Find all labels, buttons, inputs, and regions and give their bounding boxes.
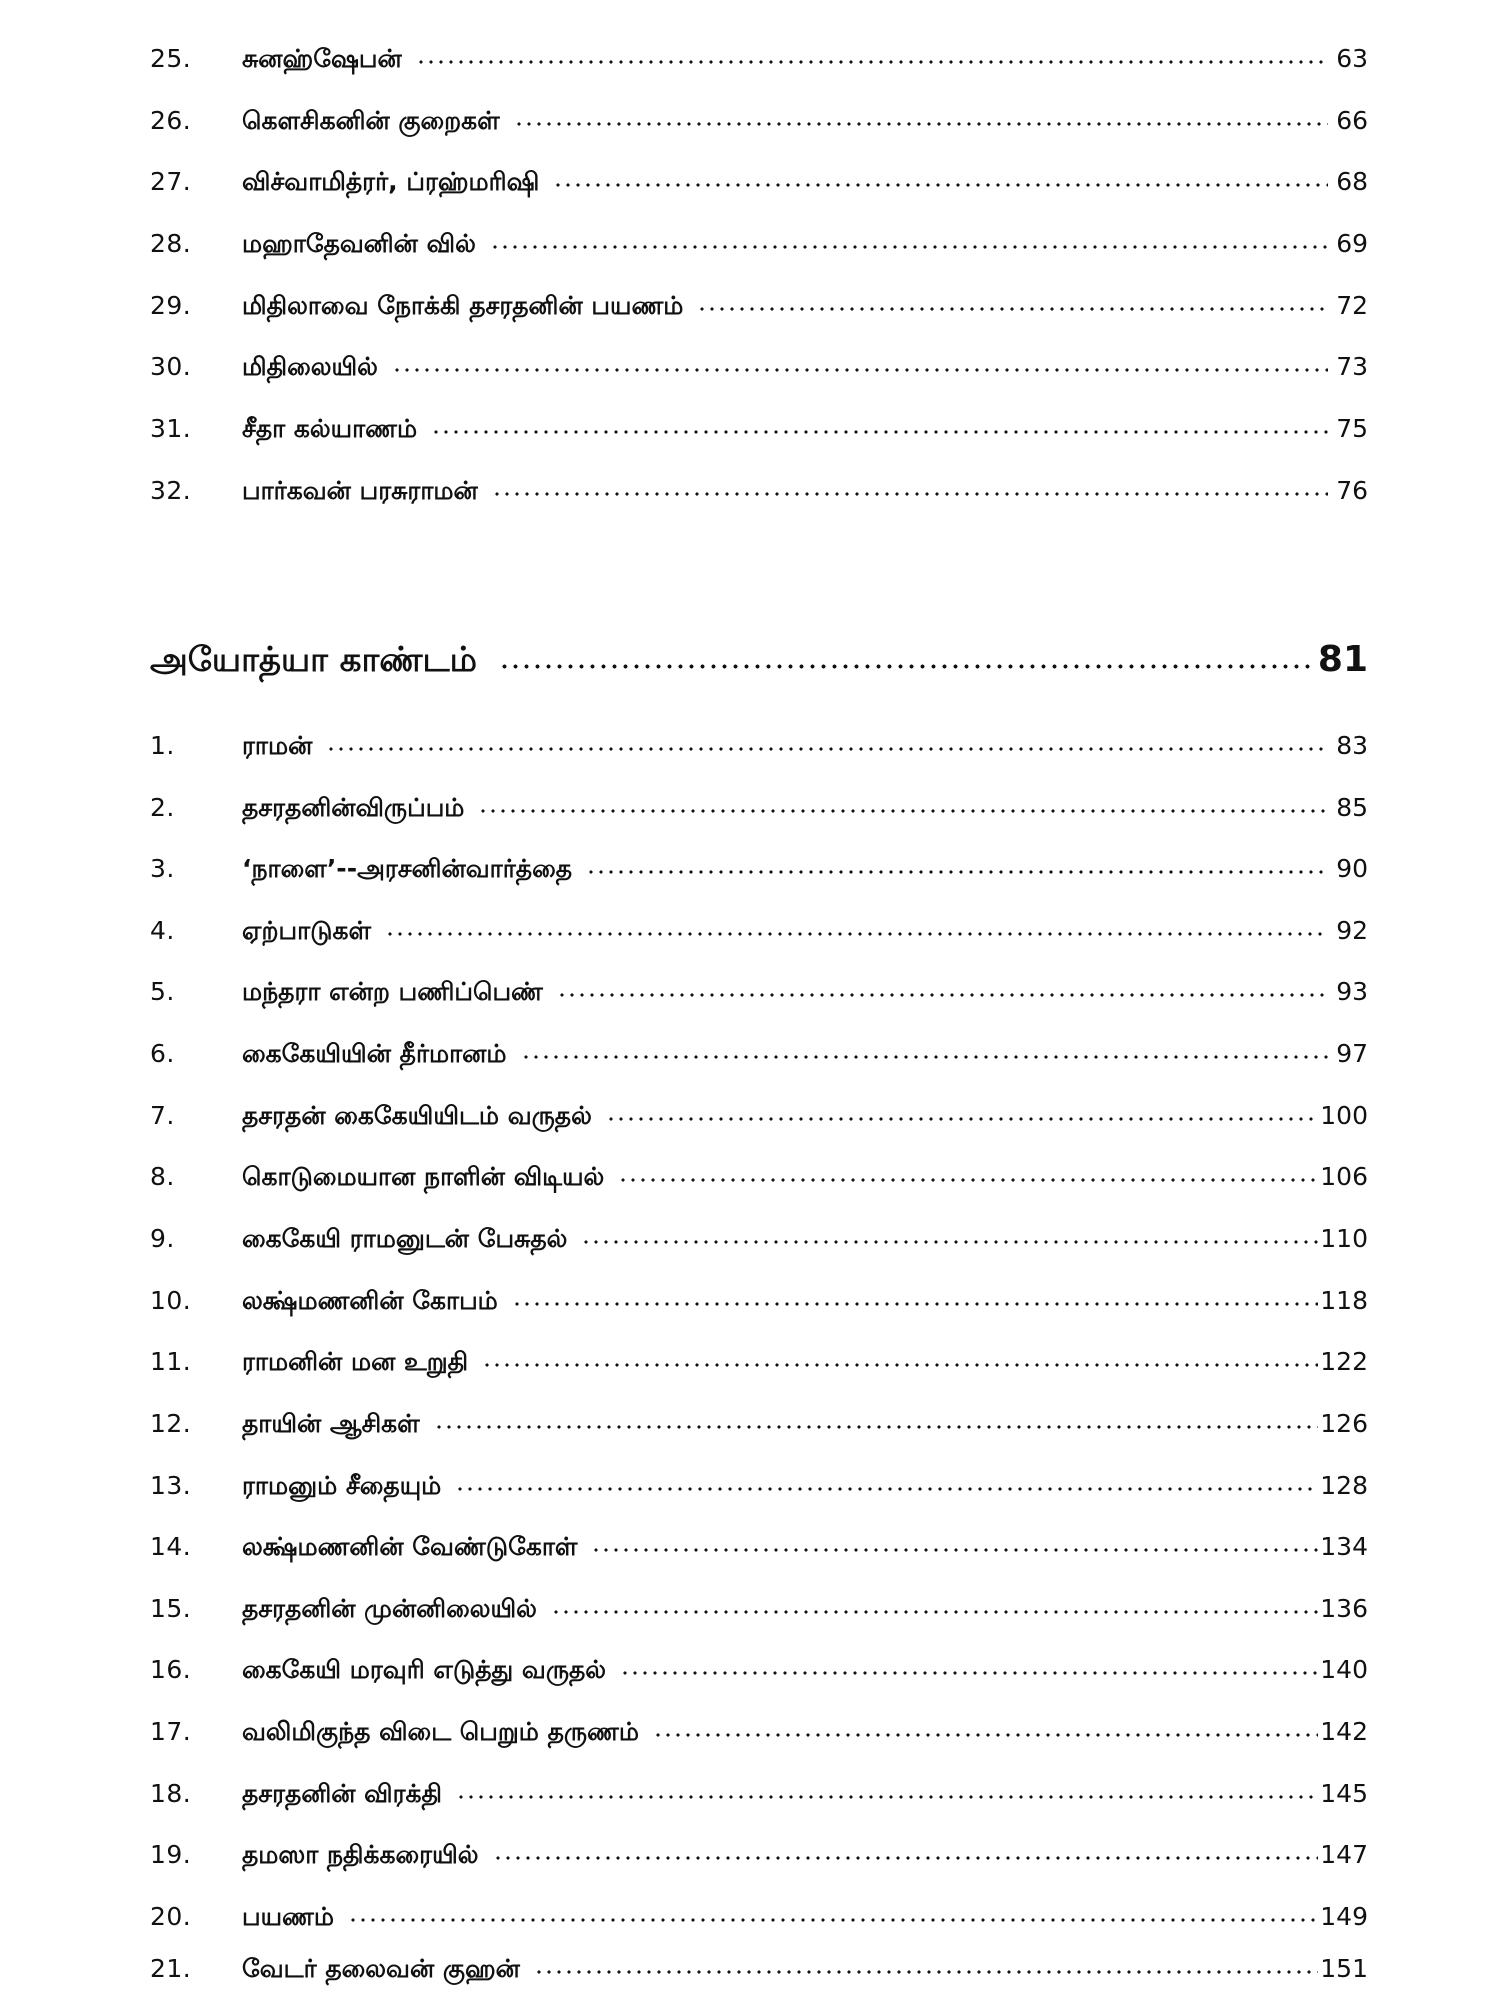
toc-row-18 xyxy=(150,1766,1368,1820)
dot-leader xyxy=(490,245,1328,249)
toc-row-number: 7. xyxy=(150,1100,175,1130)
dot-leader xyxy=(478,809,1328,813)
toc-row-page-number: 76 xyxy=(1336,475,1368,505)
toc-row-1 xyxy=(150,718,1368,772)
dot-leader xyxy=(534,1970,1318,1974)
toc-row-number: 17. xyxy=(150,1716,192,1746)
toc-row-number: 21. xyxy=(150,1953,192,1983)
toc-row-page-number: 93 xyxy=(1336,976,1368,1006)
section-heading-dot-leader xyxy=(499,664,1314,669)
toc-row-title: லக்ஷ்மணனின் கோபம் xyxy=(242,1285,498,1315)
toc-row-number: 28. xyxy=(150,228,192,258)
dot-leader xyxy=(551,1610,1318,1614)
dot-leader xyxy=(455,1487,1318,1491)
toc-row-2 xyxy=(150,780,1368,834)
toc-row-number: 19. xyxy=(150,1839,192,1869)
toc-row-number: 1. xyxy=(150,730,175,760)
toc-row-13 xyxy=(150,1458,1368,1512)
toc-row-26 xyxy=(150,93,1368,147)
toc-row-number: 29. xyxy=(150,290,192,320)
toc-row-page-number: 97 xyxy=(1336,1038,1368,1068)
dot-leader xyxy=(553,183,1328,187)
toc-row-title: ராமன் xyxy=(242,730,313,760)
dot-leader xyxy=(392,368,1328,372)
toc-row-page-number: 140 xyxy=(1320,1654,1368,1684)
dot-leader xyxy=(557,993,1328,997)
toc-row-number: 4. xyxy=(150,915,175,945)
dot-leader xyxy=(416,60,1328,64)
toc-row-title: லக்ஷ்மணனின் வேண்டுகோள் xyxy=(242,1531,578,1561)
toc-row-title: கொடுமையான நாளின் விடியல் xyxy=(242,1161,605,1191)
toc-row-number: 30. xyxy=(150,351,192,381)
toc-row-title: தசரதன் கைகேயியிடம் வருதல் xyxy=(242,1100,592,1130)
toc-row-number: 2. xyxy=(150,792,175,822)
toc-row-number: 11. xyxy=(150,1346,192,1376)
toc-row-page-number: 83 xyxy=(1336,730,1368,760)
toc-row-page-number: 63 xyxy=(1336,43,1368,73)
toc-row-20 xyxy=(150,1889,1368,1943)
toc-row-title: தமஸா நதிக்கரையில் xyxy=(242,1839,479,1869)
dot-leader xyxy=(385,932,1328,936)
toc-row-number: 32. xyxy=(150,475,192,505)
toc-row-15 xyxy=(150,1581,1368,1635)
toc-row-number: 16. xyxy=(150,1654,192,1684)
toc-row-page-number: 128 xyxy=(1320,1470,1368,1500)
toc-row-title: வலிமிகுந்த விடை பெறும் தருணம் xyxy=(242,1716,639,1746)
toc-row-title: தாயின் ஆசிகள் xyxy=(242,1408,420,1438)
toc-row-title: மிதிலாவை நோக்கி தசரதனின் பயணம் xyxy=(242,290,684,320)
toc-row-page-number: 106 xyxy=(1320,1161,1368,1191)
dot-leader xyxy=(512,1302,1318,1306)
toc-row-page-number: 122 xyxy=(1320,1346,1368,1376)
toc-row-number: 25. xyxy=(150,43,192,73)
toc-row-32 xyxy=(150,463,1368,517)
dot-leader xyxy=(591,1548,1318,1552)
toc-row-number: 15. xyxy=(150,1593,192,1623)
toc-row-6 xyxy=(150,1026,1368,1080)
toc-row-page-number: 72 xyxy=(1336,290,1368,320)
toc-row-title: கைகேயி ராமனுடன் பேசுதல் xyxy=(242,1223,568,1253)
dot-leader xyxy=(431,430,1328,434)
toc-row-8 xyxy=(150,1149,1368,1203)
toc-row-title: ‘நாளை’--அரசனின்வார்த்தை xyxy=(242,853,573,883)
toc-row-title: தசரதனின் முன்னிலையில் xyxy=(242,1593,537,1623)
toc-row-number: 27. xyxy=(150,166,192,196)
dot-leader xyxy=(618,1178,1318,1182)
toc-row-page-number: 151 xyxy=(1320,1953,1368,1983)
toc-row-title: ராமனும் சீதையும் xyxy=(242,1470,442,1500)
toc-row-number: 26. xyxy=(150,105,192,135)
toc-row-page-number: 136 xyxy=(1320,1593,1368,1623)
toc-row-number: 13. xyxy=(150,1470,192,1500)
dot-leader xyxy=(581,1240,1318,1244)
toc-row-page-number: 69 xyxy=(1336,228,1368,258)
toc-row-page-number: 92 xyxy=(1336,915,1368,945)
dot-leader xyxy=(521,1055,1328,1059)
dot-leader xyxy=(434,1425,1319,1429)
toc-row-page-number: 142 xyxy=(1320,1716,1368,1746)
dot-leader xyxy=(326,747,1328,751)
toc-row-number: 10. xyxy=(150,1285,192,1315)
toc-row-28 xyxy=(150,216,1368,270)
toc-row-title: கைகேயியின் தீர்மானம் xyxy=(242,1038,507,1068)
toc-row-21 xyxy=(150,1941,1368,1995)
toc-row-11 xyxy=(150,1334,1368,1388)
toc-row-title: ஏற்பாடுகள் xyxy=(242,915,372,945)
dot-leader xyxy=(348,1918,1318,1922)
toc-row-title: சுனஹ்ஷேபன் xyxy=(242,43,402,73)
toc-row-title: சீதா கல்யாணம் xyxy=(242,413,418,443)
toc-row-page-number: 73 xyxy=(1336,351,1368,381)
toc-row-page-number: 66 xyxy=(1336,105,1368,135)
toc-row-16 xyxy=(150,1642,1368,1696)
toc-row-page-number: 90 xyxy=(1336,853,1368,883)
toc-row-17 xyxy=(150,1704,1368,1758)
toc-row-page-number: 100 xyxy=(1320,1100,1368,1130)
toc-row-14 xyxy=(150,1519,1368,1573)
toc-row-title: தசரதனின்விருப்பம் xyxy=(242,792,465,822)
toc-row-page-number: 75 xyxy=(1336,413,1368,443)
toc-row-30 xyxy=(150,339,1368,393)
toc-row-title: மந்தரா என்ற பணிப்பெண் xyxy=(242,976,543,1006)
section-heading-page-number: 81 xyxy=(1317,639,1368,680)
toc-row-number: 12. xyxy=(150,1408,192,1438)
toc-row-3 xyxy=(150,841,1368,895)
toc-row-number: 9. xyxy=(150,1223,175,1253)
dot-leader xyxy=(493,1856,1319,1860)
toc-row-title: பயணம் xyxy=(242,1901,334,1931)
dot-leader xyxy=(514,122,1328,126)
toc-row-title: விச்வாமித்ரர், ப்ரஹ்மரிஷி xyxy=(242,166,540,196)
toc-row-page-number: 134 xyxy=(1320,1531,1368,1561)
toc-row-number: 5. xyxy=(150,976,175,1006)
toc-row-5 xyxy=(150,964,1368,1018)
toc-row-number: 14. xyxy=(150,1531,192,1561)
section-heading-ayodhya-kandam xyxy=(150,625,1368,695)
toc-row-31 xyxy=(150,401,1368,455)
toc-row-page-number: 126 xyxy=(1320,1408,1368,1438)
dot-leader xyxy=(492,492,1328,496)
toc-row-title: பார்கவன் பரசுராமன் xyxy=(242,475,478,505)
toc-row-title: கௌசிகனின் குறைகள் xyxy=(242,105,500,135)
toc-row-title: கைகேயி மரவுரி எடுத்து வருதல் xyxy=(242,1654,607,1684)
dot-leader xyxy=(620,1671,1318,1675)
toc-row-page-number: 149 xyxy=(1320,1901,1368,1931)
toc-row-title: வேடர் தலைவன் குஹன் xyxy=(242,1953,520,1983)
toc-row-19 xyxy=(150,1827,1368,1881)
toc-row-number: 6. xyxy=(150,1038,175,1068)
toc-row-title: மிதிலையில் xyxy=(242,351,378,381)
toc-row-number: 3. xyxy=(150,853,175,883)
toc-row-page-number: 147 xyxy=(1320,1839,1368,1869)
toc-row-page-number: 68 xyxy=(1336,166,1368,196)
toc-row-29 xyxy=(150,278,1368,332)
toc-row-9 xyxy=(150,1211,1368,1265)
dot-leader xyxy=(606,1117,1318,1121)
toc-row-page-number: 110 xyxy=(1320,1223,1368,1253)
toc-row-number: 20. xyxy=(150,1901,192,1931)
section-heading-title: அயோத்யா காண்டம் xyxy=(150,640,477,680)
toc-row-page-number: 118 xyxy=(1320,1285,1368,1315)
toc-row-number: 31. xyxy=(150,413,192,443)
toc-row-10 xyxy=(150,1273,1368,1327)
dot-leader xyxy=(456,1795,1318,1799)
dot-leader xyxy=(653,1733,1318,1737)
toc-row-4 xyxy=(150,903,1368,957)
toc-row-title: ராமனின் மன உறுதி xyxy=(242,1346,469,1376)
toc-row-12 xyxy=(150,1396,1368,1450)
dot-leader xyxy=(586,870,1328,874)
dot-leader xyxy=(697,307,1328,311)
toc-row-page-number: 85 xyxy=(1336,792,1368,822)
toc-row-page-number: 145 xyxy=(1320,1778,1368,1808)
toc-row-number: 18. xyxy=(150,1778,192,1808)
dot-leader xyxy=(482,1363,1318,1367)
toc-row-number: 8. xyxy=(150,1161,175,1191)
toc-row-title: தசரதனின் விரக்தி xyxy=(242,1778,443,1808)
toc-row-7 xyxy=(150,1088,1368,1142)
toc-row-27 xyxy=(150,154,1368,208)
toc-row-title: மஹாதேவனின் வில் xyxy=(242,228,476,258)
toc-row-25 xyxy=(150,31,1368,85)
